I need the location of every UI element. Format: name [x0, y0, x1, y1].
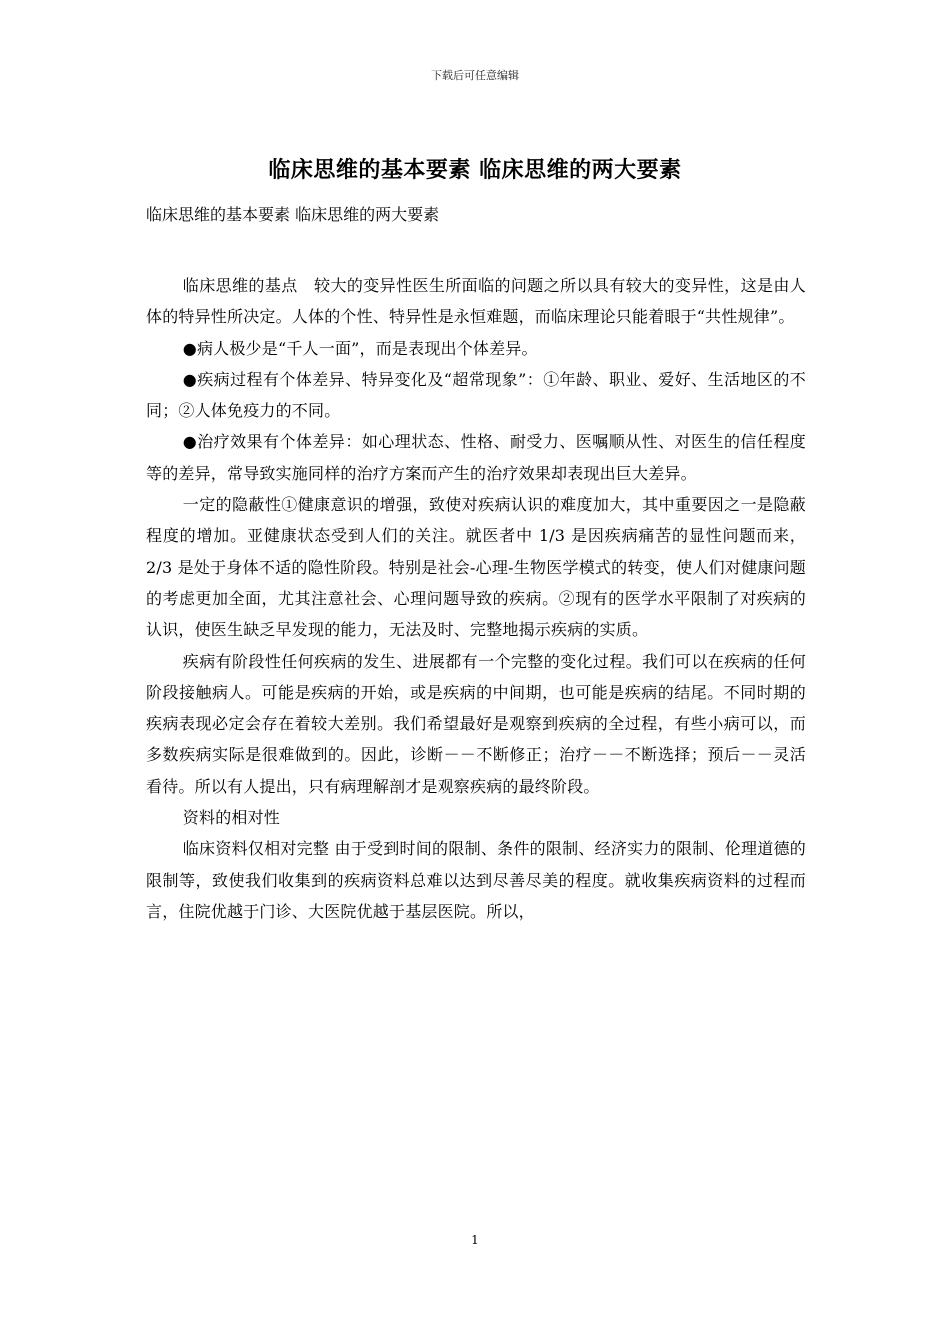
paragraph-disease-stages: 疾病有阶段性任何疾病的发生、进展都有一个完整的变化过程。我们可以在疾病的任何阶段接触病人。可能是疾病的开始，或是疾病的中间期，也可能是疾病的结尾。不同时期的疾病表现必定会存在着较大差别。我们希望最好是观察到疾病的全过程，有些小病可以，而多数疾病实际是很难做到的。因此，诊断－－不断修正；治疗－－不断选择；预后－－灵活看待。所以有人提出，只有病理解剖才是观察疾病的最终阶段。 [146, 651, 806, 796]
paragraph-bullet-treatment-effect: ●治疗效果有个体差异：如心理状态、性格、耐受力、医嘱顺从性、对医生的信任程度等的差异，常导致实施同样的治疗方案而产生的治疗效果却表现出巨大差异。 [146, 432, 806, 483]
paragraph-clinical-basis: 临床思维的基点 较大的变异性医生所面临的问题之所以具有较大的变异性，这是由人体的特异性所决定。人体的个性、特异性是永恒难题，而临床理论只能着眼于“共性规律”。 [146, 276, 806, 327]
document-title: 临床思维的基本要素 临床思维的两大要素 [268, 157, 682, 183]
page-number: 1 [471, 1233, 479, 1247]
paragraph-data-relativity-heading: 资料的相对性 [182, 808, 280, 828]
paragraph-concealment: 一定的隐蔽性①健康意识的增强，致使对疾病认识的难度加大，其中重要因之一是隐蔽程度的增加。亚健康状态受到人们的关注。就医者中 1/3 是因疾病痛苦的显性问题而来，2/3 是处于身体不适的隐性阶段。特别是社会-心理-生物医学模式的转变，使人们对健康问题的考虑更加全面，尤其注意社会、心理问题导致的疾病。②现有的医学水平限制了对疾病的认识，使医生缺乏早发现的能力，无法及时、完整地揭示疾病的实质。 [146, 495, 806, 640]
document-subtitle: 临床思维的基本要素 临床思维的两大要素 [146, 205, 440, 224]
paragraph-bullet-patients: ●病人极少是“千人一面”，而是表现出个体差异。 [182, 338, 538, 358]
page-header-note: 下载后可任意编辑 [431, 69, 519, 82]
paragraph-clinical-data: 临床资料仅相对完整 由于受到时间的限制、条件的限制、经济实力的限制、伦理道德的限制等，致使我们收集到的疾病资料总难以达到尽善尽美的程度。就收集疾病资料的过程而言，住院优越于门诊、大医院优越于基层医院。所以， [146, 839, 806, 921]
document-body [146, 270, 806, 927]
paragraph-bullet-disease-process: ●疾病过程有个体差异、特异变化及“超常现象”：①年龄、职业、爱好、生活地区的不同；②人体免疫力的不同。 [146, 369, 806, 421]
